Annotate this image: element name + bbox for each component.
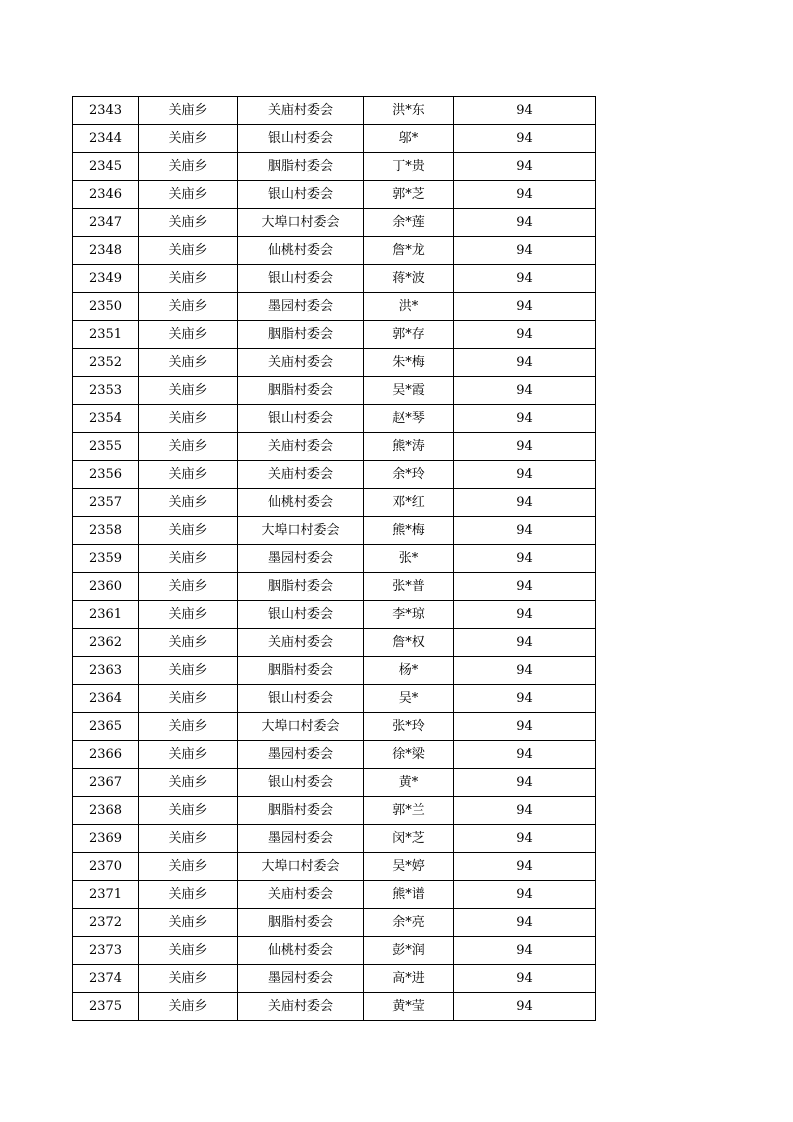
village-committee-cell: 银山村委会: [238, 181, 364, 209]
village-committee-cell: 大埠口村委会: [238, 853, 364, 881]
masked-name-cell: 吴*霞: [364, 377, 454, 405]
row-number-cell: 2354: [73, 405, 139, 433]
township-cell: 关庙乡: [139, 293, 238, 321]
township-cell: 关庙乡: [139, 153, 238, 181]
village-committee-cell: 大埠口村委会: [238, 517, 364, 545]
row-number-cell: 2350: [73, 293, 139, 321]
masked-name-cell: 邬*: [364, 125, 454, 153]
table-row: [73, 685, 596, 713]
table-row: [73, 797, 596, 825]
score-cell: 94: [454, 713, 596, 741]
score-cell: 94: [454, 293, 596, 321]
masked-name-cell: 熊*涛: [364, 433, 454, 461]
table-row: [73, 349, 596, 377]
township-cell: 关庙乡: [139, 825, 238, 853]
table-row: [73, 153, 596, 181]
table-row: [73, 573, 596, 601]
score-cell: 94: [454, 125, 596, 153]
table-row: [73, 825, 596, 853]
masked-name-cell: 熊*梅: [364, 517, 454, 545]
township-cell: 关庙乡: [139, 881, 238, 909]
score-cell: 94: [454, 573, 596, 601]
table-row: [73, 769, 596, 797]
village-committee-cell: 墨园村委会: [238, 741, 364, 769]
row-number-cell: 2369: [73, 825, 139, 853]
village-committee-cell: 墨园村委会: [238, 293, 364, 321]
masked-name-cell: 杨*: [364, 657, 454, 685]
score-cell: 94: [454, 97, 596, 125]
masked-name-cell: 黄*: [364, 769, 454, 797]
score-cell: 94: [454, 321, 596, 349]
masked-name-cell: 邓*红: [364, 489, 454, 517]
table-row: [73, 853, 596, 881]
village-committee-cell: 关庙村委会: [238, 349, 364, 377]
village-committee-cell: 仙桃村委会: [238, 937, 364, 965]
row-number-cell: 2345: [73, 153, 139, 181]
score-cell: 94: [454, 657, 596, 685]
score-cell: 94: [454, 825, 596, 853]
village-committee-cell: 胭脂村委会: [238, 909, 364, 937]
table-row: [73, 993, 596, 1021]
masked-name-cell: 吴*婷: [364, 853, 454, 881]
township-cell: 关庙乡: [139, 349, 238, 377]
masked-name-cell: 蒋*波: [364, 265, 454, 293]
masked-name-cell: 余*莲: [364, 209, 454, 237]
township-cell: 关庙乡: [139, 965, 238, 993]
masked-name-cell: 郭*兰: [364, 797, 454, 825]
village-committee-cell: 大埠口村委会: [238, 713, 364, 741]
table-row: [73, 881, 596, 909]
masked-name-cell: 郭*芝: [364, 181, 454, 209]
township-cell: 关庙乡: [139, 405, 238, 433]
masked-name-cell: 闵*芝: [364, 825, 454, 853]
masked-name-cell: 黄*莹: [364, 993, 454, 1021]
row-number-cell: 2358: [73, 517, 139, 545]
row-number-cell: 2356: [73, 461, 139, 489]
village-committee-cell: 胭脂村委会: [238, 797, 364, 825]
township-cell: 关庙乡: [139, 517, 238, 545]
village-committee-cell: 胭脂村委会: [238, 153, 364, 181]
masked-name-cell: 熊*谱: [364, 881, 454, 909]
row-number-cell: 2371: [73, 881, 139, 909]
table-row: [73, 713, 596, 741]
table-row: [73, 237, 596, 265]
score-cell: 94: [454, 853, 596, 881]
village-committee-cell: 墨园村委会: [238, 825, 364, 853]
township-cell: 关庙乡: [139, 713, 238, 741]
township-cell: 关庙乡: [139, 769, 238, 797]
township-cell: 关庙乡: [139, 377, 238, 405]
village-committee-cell: 关庙村委会: [238, 433, 364, 461]
table-row: [73, 657, 596, 685]
score-cell: 94: [454, 797, 596, 825]
village-committee-cell: 仙桃村委会: [238, 237, 364, 265]
table-row: [73, 741, 596, 769]
township-cell: 关庙乡: [139, 265, 238, 293]
masked-name-cell: 彭*润: [364, 937, 454, 965]
township-cell: 关庙乡: [139, 125, 238, 153]
township-cell: 关庙乡: [139, 461, 238, 489]
masked-name-cell: 丁*贵: [364, 153, 454, 181]
score-cell: 94: [454, 965, 596, 993]
village-committee-cell: 胭脂村委会: [238, 573, 364, 601]
row-number-cell: 2374: [73, 965, 139, 993]
township-cell: 关庙乡: [139, 601, 238, 629]
score-cell: 94: [454, 153, 596, 181]
score-cell: 94: [454, 909, 596, 937]
score-cell: 94: [454, 741, 596, 769]
row-number-cell: 2375: [73, 993, 139, 1021]
masked-name-cell: 余*玲: [364, 461, 454, 489]
township-cell: 关庙乡: [139, 685, 238, 713]
row-number-cell: 2366: [73, 741, 139, 769]
village-committee-cell: 墨园村委会: [238, 965, 364, 993]
township-cell: 关庙乡: [139, 545, 238, 573]
score-cell: 94: [454, 405, 596, 433]
village-committee-cell: 关庙村委会: [238, 881, 364, 909]
row-number-cell: 2348: [73, 237, 139, 265]
table-row: [73, 321, 596, 349]
township-cell: 关庙乡: [139, 741, 238, 769]
township-cell: 关庙乡: [139, 573, 238, 601]
roster-table: [72, 96, 596, 1021]
table-row: [73, 433, 596, 461]
score-cell: 94: [454, 349, 596, 377]
township-cell: 关庙乡: [139, 181, 238, 209]
village-committee-cell: 关庙村委会: [238, 97, 364, 125]
masked-name-cell: 洪*东: [364, 97, 454, 125]
township-cell: 关庙乡: [139, 209, 238, 237]
score-cell: 94: [454, 601, 596, 629]
score-cell: 94: [454, 265, 596, 293]
masked-name-cell: 詹*龙: [364, 237, 454, 265]
township-cell: 关庙乡: [139, 321, 238, 349]
table-row: [73, 909, 596, 937]
masked-name-cell: 张*玲: [364, 713, 454, 741]
score-cell: 94: [454, 517, 596, 545]
masked-name-cell: 吴*: [364, 685, 454, 713]
score-cell: 94: [454, 937, 596, 965]
masked-name-cell: 徐*梁: [364, 741, 454, 769]
score-cell: 94: [454, 209, 596, 237]
row-number-cell: 2363: [73, 657, 139, 685]
row-number-cell: 2359: [73, 545, 139, 573]
score-cell: 94: [454, 489, 596, 517]
row-number-cell: 2370: [73, 853, 139, 881]
masked-name-cell: 朱*梅: [364, 349, 454, 377]
table-row: [73, 965, 596, 993]
masked-name-cell: 郭*存: [364, 321, 454, 349]
score-cell: 94: [454, 433, 596, 461]
row-number-cell: 2352: [73, 349, 139, 377]
score-cell: 94: [454, 377, 596, 405]
masked-name-cell: 詹*权: [364, 629, 454, 657]
township-cell: 关庙乡: [139, 489, 238, 517]
score-cell: 94: [454, 545, 596, 573]
row-number-cell: 2364: [73, 685, 139, 713]
table-row: [73, 489, 596, 517]
score-cell: 94: [454, 461, 596, 489]
township-cell: 关庙乡: [139, 909, 238, 937]
row-number-cell: 2343: [73, 97, 139, 125]
masked-name-cell: 洪*: [364, 293, 454, 321]
township-cell: 关庙乡: [139, 853, 238, 881]
village-committee-cell: 大埠口村委会: [238, 209, 364, 237]
township-cell: 关庙乡: [139, 797, 238, 825]
table-row: [73, 181, 596, 209]
masked-name-cell: 高*进: [364, 965, 454, 993]
masked-name-cell: 余*亮: [364, 909, 454, 937]
row-number-cell: 2361: [73, 601, 139, 629]
row-number-cell: 2362: [73, 629, 139, 657]
township-cell: 关庙乡: [139, 237, 238, 265]
table-row: [73, 97, 596, 125]
masked-name-cell: 张*普: [364, 573, 454, 601]
row-number-cell: 2346: [73, 181, 139, 209]
row-number-cell: 2355: [73, 433, 139, 461]
score-cell: 94: [454, 629, 596, 657]
row-number-cell: 2357: [73, 489, 139, 517]
table-row: [73, 209, 596, 237]
roster-table-body: [73, 97, 596, 1021]
score-cell: 94: [454, 237, 596, 265]
village-committee-cell: 银山村委会: [238, 405, 364, 433]
village-committee-cell: 银山村委会: [238, 769, 364, 797]
row-number-cell: 2367: [73, 769, 139, 797]
village-committee-cell: 胭脂村委会: [238, 657, 364, 685]
township-cell: 关庙乡: [139, 937, 238, 965]
village-committee-cell: 关庙村委会: [238, 993, 364, 1021]
score-cell: 94: [454, 993, 596, 1021]
row-number-cell: 2360: [73, 573, 139, 601]
table-row: [73, 545, 596, 573]
township-cell: 关庙乡: [139, 97, 238, 125]
village-committee-cell: 仙桃村委会: [238, 489, 364, 517]
village-committee-cell: 银山村委会: [238, 601, 364, 629]
row-number-cell: 2344: [73, 125, 139, 153]
score-cell: 94: [454, 685, 596, 713]
row-number-cell: 2349: [73, 265, 139, 293]
village-committee-cell: 胭脂村委会: [238, 321, 364, 349]
table-row: [73, 601, 596, 629]
village-committee-cell: 墨园村委会: [238, 545, 364, 573]
table-row: [73, 293, 596, 321]
row-number-cell: 2353: [73, 377, 139, 405]
table-row: [73, 629, 596, 657]
village-committee-cell: 银山村委会: [238, 685, 364, 713]
row-number-cell: 2351: [73, 321, 139, 349]
township-cell: 关庙乡: [139, 657, 238, 685]
table-row: [73, 125, 596, 153]
masked-name-cell: 赵*琴: [364, 405, 454, 433]
table-row: [73, 517, 596, 545]
table-row: [73, 377, 596, 405]
village-committee-cell: 银山村委会: [238, 265, 364, 293]
table-row: [73, 265, 596, 293]
table-row: [73, 937, 596, 965]
masked-name-cell: 张*: [364, 545, 454, 573]
table-row: [73, 405, 596, 433]
score-cell: 94: [454, 181, 596, 209]
row-number-cell: 2368: [73, 797, 139, 825]
score-cell: 94: [454, 769, 596, 797]
row-number-cell: 2372: [73, 909, 139, 937]
township-cell: 关庙乡: [139, 993, 238, 1021]
table-row: [73, 461, 596, 489]
score-cell: 94: [454, 881, 596, 909]
township-cell: 关庙乡: [139, 433, 238, 461]
masked-name-cell: 李*琼: [364, 601, 454, 629]
township-cell: 关庙乡: [139, 629, 238, 657]
village-committee-cell: 关庙村委会: [238, 629, 364, 657]
row-number-cell: 2373: [73, 937, 139, 965]
village-committee-cell: 银山村委会: [238, 125, 364, 153]
row-number-cell: 2347: [73, 209, 139, 237]
village-committee-cell: 关庙村委会: [238, 461, 364, 489]
village-committee-cell: 胭脂村委会: [238, 377, 364, 405]
row-number-cell: 2365: [73, 713, 139, 741]
